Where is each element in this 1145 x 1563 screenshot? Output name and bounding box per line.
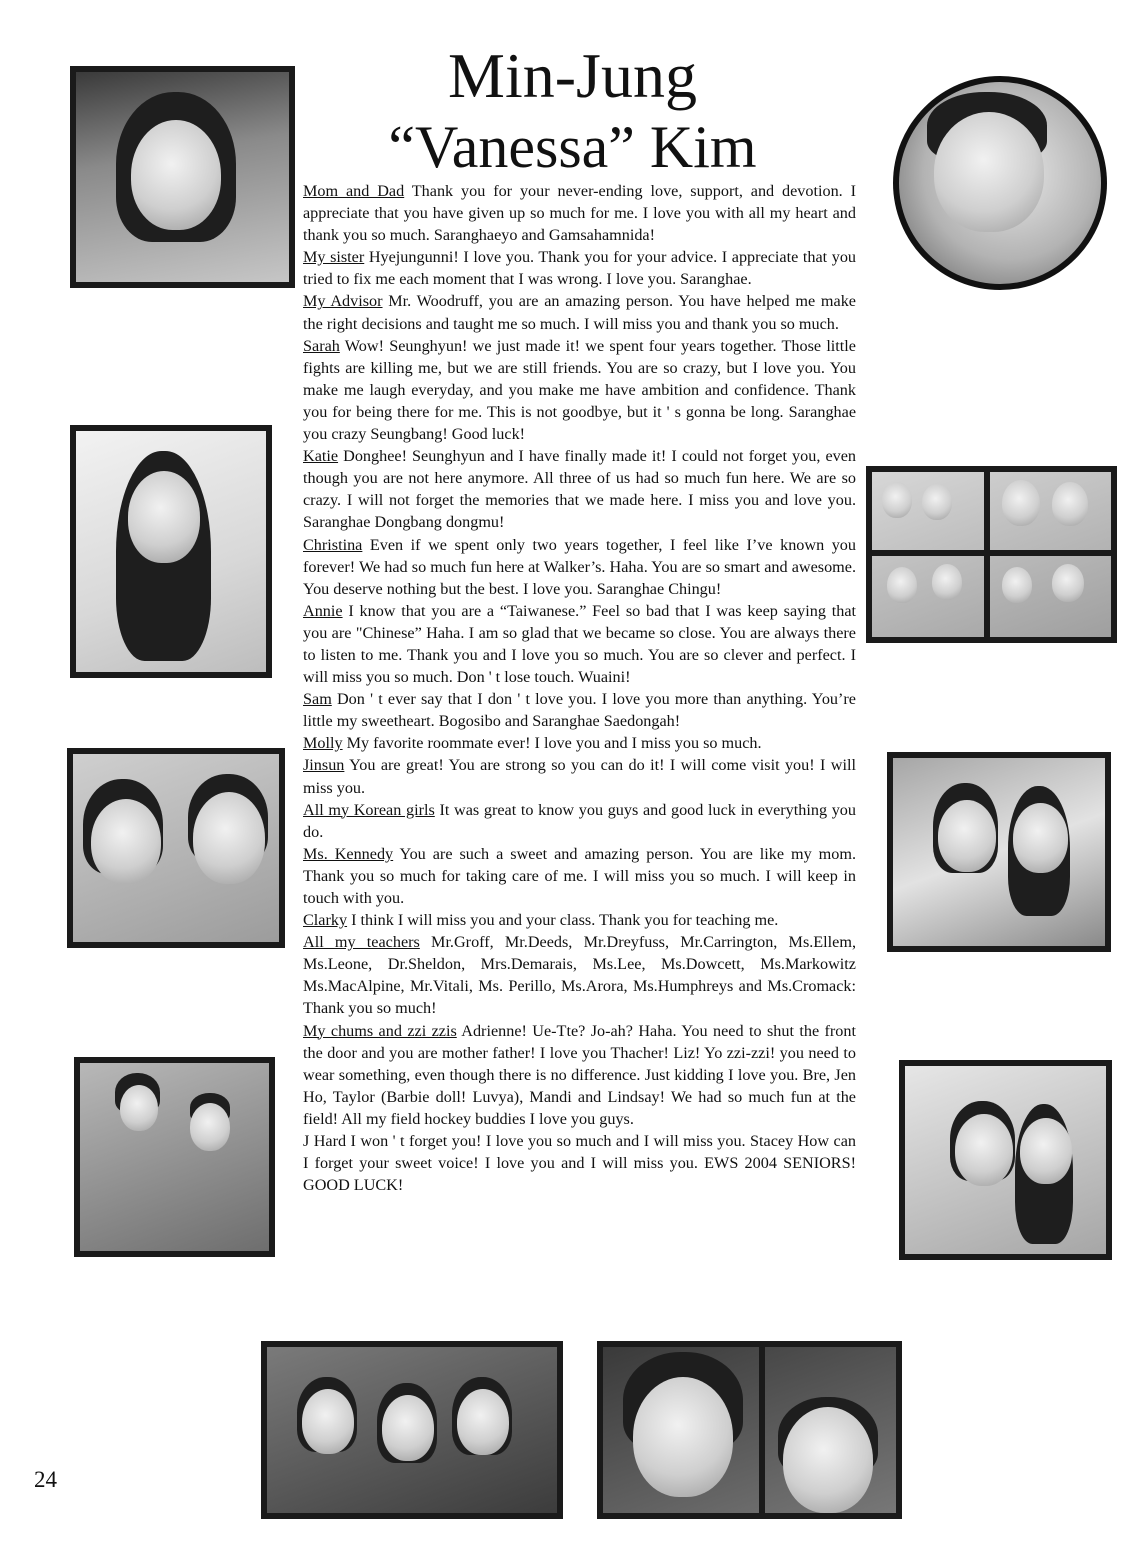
entry-name: Jinsun	[303, 756, 345, 775]
entry-message: Adrienne! Ue-Tte? Jo-ah? Haha. You need to shut the front the door and you are mother father! I love you Thacher! Liz! Yo zzi-zzi! you need to wear something, even though there is no difference. Just kidding I love you. Bre, Jen Ho, Taylor (Barbie doll! Luvya), Mandi and Lindsay! We had so much fun at the field! All my field hockey buddies I love you guys.	[303, 1021, 856, 1128]
entry-name: Sarah	[303, 336, 340, 355]
entry-message: My favorite roommate ever! I love you and I miss you so much.	[342, 734, 762, 753]
title-nickname-surname: “Vanessa” Kim	[388, 114, 757, 180]
entry-name: Molly	[303, 734, 343, 753]
entry-message: I think I will miss you and your class. Thank you for teaching me.	[347, 911, 779, 930]
entry-my-advisor	[303, 290, 856, 334]
entry-message: Wow! Seunghyun! we just made it! we spent four years together. Those little fights are killing me, but we are still friends. You are so crazy, but I love you. You make me laugh everyday, and you make me have ambition and confidence. Thank you for being there for me. This is not goodbye, but it ' s gonna be long. Saranghae you crazy Seungbang! Good luck!	[303, 336, 856, 444]
entry-korean-girls	[303, 799, 856, 843]
entry-message: Hyejungunni! I love you. Thank you for your advice. I appreciate that you tried to fix me each moment that I was wrong. I love you. Saranghae.	[303, 248, 857, 289]
entry-name: My Advisor	[303, 292, 383, 311]
entry-name: All my Korean girls	[303, 800, 435, 819]
photo-childhood-circle	[893, 76, 1107, 290]
entry-katie	[303, 445, 856, 533]
dedication-text	[303, 180, 856, 1196]
entry-all-my-teachers	[303, 931, 856, 1019]
photo-parents	[74, 1057, 275, 1257]
entry-name: My sister	[303, 248, 365, 267]
photo-two-friends-flowers	[67, 748, 285, 948]
entry-name: Sam	[303, 690, 332, 709]
entry-message: Mr. Woodruff, you are an amazing person. You have helped me make the right decisions and taught me so much. I will miss you and thank you so much.	[303, 292, 856, 333]
entry-sam	[303, 688, 856, 732]
entry-name: Ms. Kennedy	[303, 844, 394, 863]
entry-message: You are great! You are strong so you can do it! I will come visit you! I will miss you.	[303, 756, 856, 797]
entry-clarky	[303, 909, 856, 931]
title-first-name: Min-Jung	[448, 40, 697, 111]
entry-name: All my teachers	[303, 933, 420, 952]
entry-sarah	[303, 335, 856, 445]
entry-annie	[303, 600, 856, 688]
entry-name: Mom and Dad	[303, 182, 405, 200]
entry-message: Don ' t ever say that I don ' t love you. I love you more than anything. You’re little my sweetheart. Bogosibo and Saranghae Saedongah!	[303, 690, 856, 731]
entry-ms-kennedy	[303, 843, 856, 909]
photo-funny-faces-collage	[597, 1341, 902, 1519]
entry-message: J Hard I won ' t forget you! I love you so much and I will miss you. Stacey How can I forget your sweet voice! I love you and I will miss you. EWS 2004 SENIORS! GOOD LUCK!	[303, 1132, 856, 1195]
entry-name: Katie	[303, 447, 339, 466]
photo-booth-collage	[866, 466, 1117, 643]
photo-two-girls-outdoors	[887, 752, 1111, 952]
entry-message: Even if we spent only two years together, I feel like I’ve known you forever! We had so much fun here at Walker’s. Haha. You are so smart and awesome. You deserve nothing but the best. I love you. Saranghae Chingu!	[303, 535, 856, 598]
entry-message: Thank you for your never-ending love, support, and devotion. I appreciate that you have given up so much for me. I love you with all my heart and thank you so much. Saranghaeyo and Gamsahamnida!	[303, 182, 857, 245]
entry-chums-and-zzi-zzis	[303, 1020, 856, 1130]
photo-three-friends	[261, 1341, 563, 1519]
entry-name: Clarky	[303, 911, 348, 930]
entry-name: Christina	[303, 535, 363, 554]
entry-message: You are such a sweet and amazing person. You are like my mom. Thank you so much for taking care of me. I will miss you so much. I will keep in touch with you.	[303, 844, 856, 907]
entry-name: My chums and zzi zzis	[303, 1021, 457, 1040]
entry-message: Mr.Groff, Mr.Deeds, Mr.Dreyfuss, Mr.Carrington, Ms.Ellem, Ms.Leone, Dr.Sheldon, Mrs.Demarais, Ms.Lee, Ms.Dowcett, Ms.Markowitz Ms.MacAlpine, Mr.Vitali, Ms. Perillo, Ms.Arora, Ms.Humphreys and Ms.Cromack: Thank you so much!	[303, 933, 856, 1018]
entry-my-sister	[303, 246, 856, 290]
page-number: 24	[34, 1467, 57, 1492]
entry-mom-and-dad	[303, 180, 856, 246]
entry-message: I know that you are a “Taiwanese.” Feel so bad that I was keep saying that you are "Chinese” Haha. I am so glad that we became so close. You are always there to listen to me. Thank you and I love you so much. You are so clever and perfect. I will miss you so much. Don ' t lose touch. Wuaini!	[303, 601, 856, 687]
entry-molly	[303, 732, 856, 754]
photo-portrait-peace-sign	[70, 66, 295, 288]
photo-portrait-studio	[70, 425, 272, 678]
entry-name: Annie	[303, 601, 343, 620]
entry-closing	[303, 1130, 856, 1196]
entry-message: Donghee! Seunghyun and I have finally made it! I could not forget you, even though you are not here anymore. All three of us had so much fun here. We are so crazy. I will not forget the memories that we made here. I miss you and love you. Saranghae Dongbang dongmu!	[303, 447, 856, 532]
photo-two-friends-selfie	[899, 1060, 1112, 1260]
entry-jinsun	[303, 754, 856, 798]
entry-message: It was great to know you guys and good luck in everything you do.	[303, 800, 856, 841]
entry-christina	[303, 534, 856, 600]
